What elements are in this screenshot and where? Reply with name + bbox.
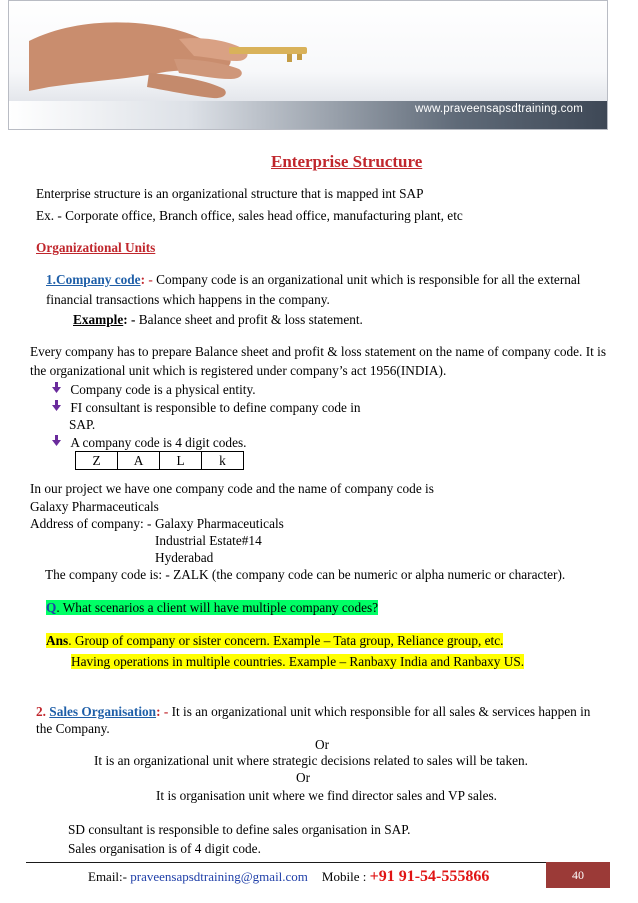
bullet-text: Company code is a physical entity. — [70, 382, 256, 397]
arrow-bullet-icon — [50, 399, 63, 412]
page-number: 40 — [572, 867, 584, 882]
answer-line-1 — [46, 633, 503, 649]
company-code-para-1: Every company has to prepare Balance sheet and profit & loss statement on the name of company code. It is — [30, 344, 607, 359]
code-cell: k — [202, 452, 244, 470]
email-label: Email:- — [88, 869, 131, 884]
sales-org-digit-line: Sales organisation is of 4 digit code. — [68, 841, 261, 856]
company-code-desc-1: Company code is an organizational unit which is responsible for all the external — [152, 272, 581, 287]
arrow-bullet-icon — [50, 434, 63, 447]
footer-divider — [26, 862, 584, 863]
sales-org-heading: Sales Organisation — [49, 704, 157, 719]
sd-consultant-line: SD consultant is responsible to define sales organisation in SAP. — [68, 822, 411, 837]
org-units-heading: Organizational Units — [36, 240, 156, 255]
bullet-text: FI consultant is responsible to define company code in — [70, 400, 361, 415]
bullet-text: A company code is 4 digit codes. — [70, 435, 247, 450]
project-line: In our project we have one company code and the name of company code is — [30, 481, 434, 496]
sales-org-alt-1: It is an organizational unit where strategic decisions related to sales will be taken. — [94, 753, 528, 768]
code-cell: Z — [76, 452, 118, 470]
address-line: Hyderabad — [155, 550, 214, 565]
address-line: Galaxy Pharmaceuticals — [155, 516, 284, 531]
footer-contact — [88, 868, 489, 886]
or-label: Or — [296, 770, 311, 785]
question-highlight — [46, 600, 378, 615]
answer-text-2: Having operations in multiple countries. Example – Ranbaxy India and Ranbaxy US. — [71, 654, 525, 669]
sales-org-sep: : - — [156, 704, 169, 719]
hand-holding-key-image — [29, 1, 319, 111]
bullet-item — [50, 381, 256, 398]
address-label: Address of company: - — [30, 516, 152, 531]
page-title: Enterprise Structure — [271, 152, 423, 171]
website-url[interactable]: www.praveensapsdtraining.com — [415, 103, 583, 115]
question-text: . What scenarios a client will have multiple company codes? — [56, 600, 379, 615]
bullet-continuation: SAP. — [69, 417, 96, 432]
question-label: Q — [46, 600, 57, 615]
example-label: Example — [73, 312, 124, 327]
answer-text-1: . Group of company or sister concern. Example – Tata group, Reliance group, etc. — [68, 633, 504, 648]
company-code-line-1 — [46, 272, 581, 288]
intro-line-2: Ex. - Corporate office, Branch office, sales head office, manufacturing plant, etc — [36, 208, 463, 223]
mobile-number: +91 91-54-555866 — [369, 868, 490, 885]
page-number-badge — [546, 862, 610, 888]
or-label: Or — [315, 737, 330, 752]
sales-org-desc-2: the Company. — [36, 721, 110, 736]
question — [46, 600, 378, 616]
sales-org-alt-2: It is organisation unit where we find director sales and VP sales. — [156, 788, 497, 803]
email-link[interactable]: praveensapsdtraining@gmail.com — [130, 869, 308, 884]
mobile-label: Mobile : — [321, 869, 370, 884]
sales-org-desc-1: It is an organizational unit which responsible for all sales & services happen in — [168, 704, 591, 719]
bullet-item — [50, 399, 361, 416]
company-code-desc-2: financial transactions which happens in the company. — [46, 292, 330, 307]
example-sep: : - — [123, 312, 136, 327]
example-text: Balance sheet and profit & loss statement. — [135, 312, 363, 327]
company-code-sep: : - — [140, 272, 153, 287]
code-cell: L — [160, 452, 202, 470]
answer-label: Ans — [46, 633, 69, 648]
company-code-para-2: the organizational unit which is registered under company’s act 1956(INDIA). — [30, 363, 447, 378]
bullet-item — [50, 434, 246, 451]
arrow-bullet-icon — [50, 381, 63, 394]
company-code-heading: Company code — [55, 272, 141, 287]
example-line — [73, 312, 363, 328]
company-code-value-line: The company code is: - ZALK (the company code can be numeric or alpha numeric or character). — [45, 567, 566, 582]
company-code-number: 1. — [46, 272, 56, 287]
header-banner — [8, 0, 608, 130]
intro-line-1: Enterprise structure is an organizational structure that is mapped int SAP — [36, 186, 424, 201]
answer-line-2 — [71, 654, 524, 670]
answer-highlight — [46, 633, 503, 648]
sales-org-number: 2. — [36, 704, 50, 719]
company-name: Galaxy Pharmaceuticals — [30, 499, 159, 514]
company-code-table — [75, 451, 244, 470]
code-cell: A — [118, 452, 160, 470]
sales-org-line-1 — [36, 704, 590, 720]
address-line: Industrial Estate#14 — [155, 533, 262, 548]
